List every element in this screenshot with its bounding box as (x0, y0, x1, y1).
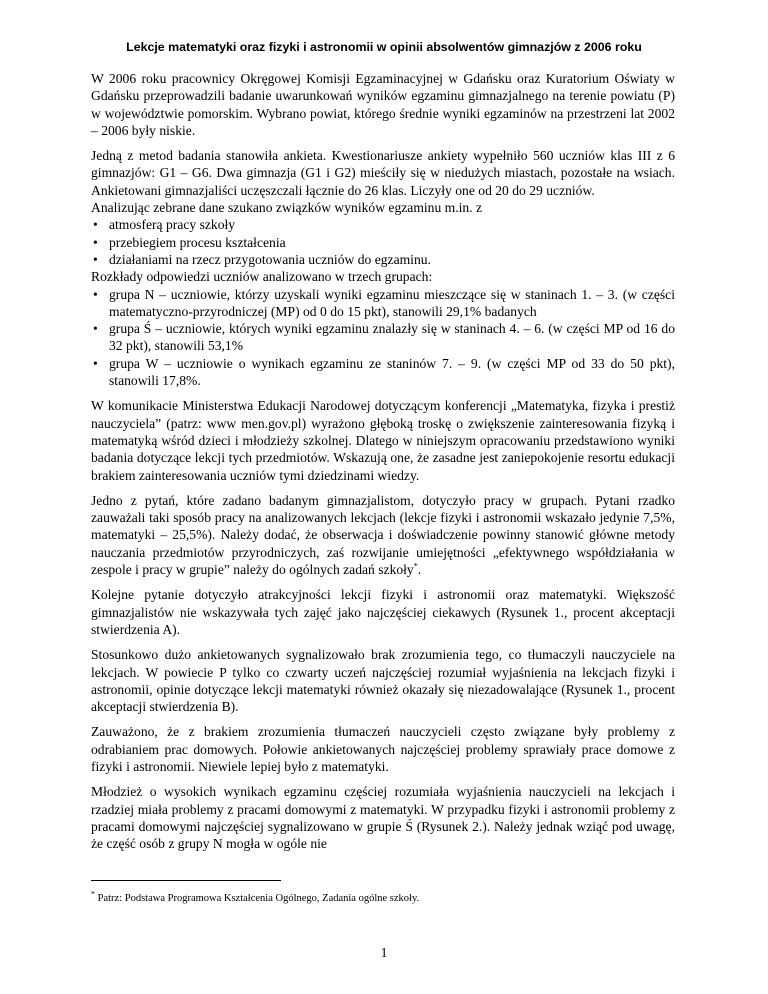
paragraph-high-results: Młodzież o wysokich wynikach egzaminu częściej rozumiała wyjaśnienia nauczycieli na lekcjach i rzadziej miała problemy z pracami domowymi z matematyki. W przypadku fizyki i astronomii problemy z pracami domowymi najczęściej sygnalizowano w grupie Ś (Rysunek 2.). Należy jednak wziąć pod uwagę, że część osób z grupy N mogła w ogóle nie (91, 784, 675, 852)
footnote-reference: * (413, 561, 418, 571)
student-groups-list (91, 286, 675, 390)
paragraph-groups-intro: Rozkłady odpowiedzi uczniów analizowano w trzech grupach: (91, 269, 433, 285)
paragraph-group-work (91, 492, 675, 578)
paragraph-understanding: Stosunkowo dużo ankietowanych sygnalizowało brak zrozumienia tego, co tłumaczyli nauczyciele na lekcjach. W powiecie P tylko co czwarty uczeń najczęściej rozumiał wyjaśnienia na lekcjach fizyki i astronomii, opinie dotyczące lekcji matematyki również okazały się niezadowalające (Rysunek 1., procent akceptacji stwierdzenia B). (91, 647, 675, 715)
list-item: • grupa W – uczniowie o wynikach egzaminu ze staninów 7. – 9. (w części MP od 33 do 50 pkt), stanowili 17,8%. (91, 355, 675, 390)
paragraph-study-intro: W 2006 roku pracownicy Okręgowej Komisji Egzaminacyjnej w Gdańsku oraz Kuratorium Oświaty w Gdańsku przeprowadzili badanie uwarunkowań wyników egzaminu gimnazjalnego na terenie powiatu (P) w województwie pomorskim. Wybrano powiat, którego średnie wyniki egzaminów na przestrzeni lat 2002 – 2006 były niskie. (91, 71, 675, 138)
list-item: • działaniami na rzecz przygotowania uczniów do egzaminu. (91, 251, 675, 268)
list-item: • grupa N – uczniowie, którzy uzyskali wyniki egzaminu mieszczące się w staninach 1. – 3. (w części matematyczno-przyrodniczej (MP) od 0 do 15 pkt), stanowili 29,1% badanych (91, 286, 675, 321)
paragraph-group-work-end: . (417, 562, 422, 578)
paragraph-group-work-text: Jedno z pytań, które zadano badanym gimnazjalistom, dotyczyło pracy w grupach. Pytani rzadko zauważali taki sposób pracy na analizowanych lekcjach (lekcje fizyki i astronomii wskazało jedynie 7,5%, matematyki – 25,5%). Należy dodać, że obserwacja i doświadczenie powinny stanowić główne metody nauczania przedmiotów przyrodniczych, zaś rozwijanie umiejętności „efektywnego współdziałania w zespole i pracy w grupie” należy do ogólnych zadań szkoły (91, 492, 675, 578)
document-body (91, 70, 675, 860)
footnote (91, 889, 675, 905)
list-item: • grupa Ś – uczniowie, których wyniki egzaminu znalazły się w staninach 4. – 6. (w części MP od 16 do 32 pkt), stanowili 53,1% (91, 320, 675, 355)
paragraph-homework: Zauważono, że z brakiem zrozumienia tłumaczeń nauczycieli często związane były problemy z odrabianiem prac domowych. Połowie ankietowanych najczęściej problemy sprawiały prace domowe z fizyki i astronomii. Niewiele lepiej było z matematyki. (91, 724, 675, 774)
page-number: 1 (380, 945, 388, 960)
paragraph-survey-method: Jedną z metod badania stanowiła ankieta. Kwestionariusze ankiety wypełniło 560 uczniów klas III z 6 gimnazjów: G1 – G6. Dwa gimnazja (G1 i G2) mieściły się w niedużych miastach, pozostałe na wsiach. Ankietowani gimnazjaliści uczęszczali łącznie do 26 klas. Liczyły one od 20 do 29 uczniów. (91, 148, 675, 198)
document-title: Lekcje matematyki oraz fizyki i astronomii w opinii absolwentów gimnazjów z 2006 roku (126, 40, 642, 54)
paragraph-ministry-communique: W komunikacie Ministerstwa Edukacji Narodowej dotyczącym konferencji „Matematyka, fizyka i prestiż nauczyciela” (patrz: www men.gov.pl) wyrażono głęboką troskę o zwiększenie zainteresowania fizyką i matematyką wśród dzieci i młodzieży szkolnej. Dlatego w niniejszym opracowaniu przedstawiono wyniki badania dotyczące lekcji tych przedmiotów. Wskazują one, że zasadne jest zaniepokojenie resortu edukacji brakiem zainteresowania uczniów tymi dziedzinami wiedzy. (91, 398, 675, 483)
paragraph-analysis-intro: Analizując zebrane dane szukano związków wyników egzaminu m.in. z (91, 200, 483, 216)
list-item: • atmosferą pracy szkoły (91, 216, 675, 233)
analysis-factors-list (91, 216, 675, 268)
footnote-text: Patrz: Podstawa Programowa Kształcenia Ogólnego, Zadania ogólne szkoły. (95, 893, 420, 904)
paragraph-lesson-attractiveness: Kolejne pytanie dotyczyło atrakcyjności lekcji fizyki i astronomii oraz matematyki. Większość gimnazjalistów nie wskazywała tych zajęć jako najczęściej ciekawych (Rysunek 1., procent akceptacji stwierdzenia A). (91, 587, 675, 637)
footnote-marker: * (91, 889, 95, 899)
footnote-divider (91, 880, 281, 881)
list-item: • przebiegiem procesu kształcenia (91, 234, 675, 251)
